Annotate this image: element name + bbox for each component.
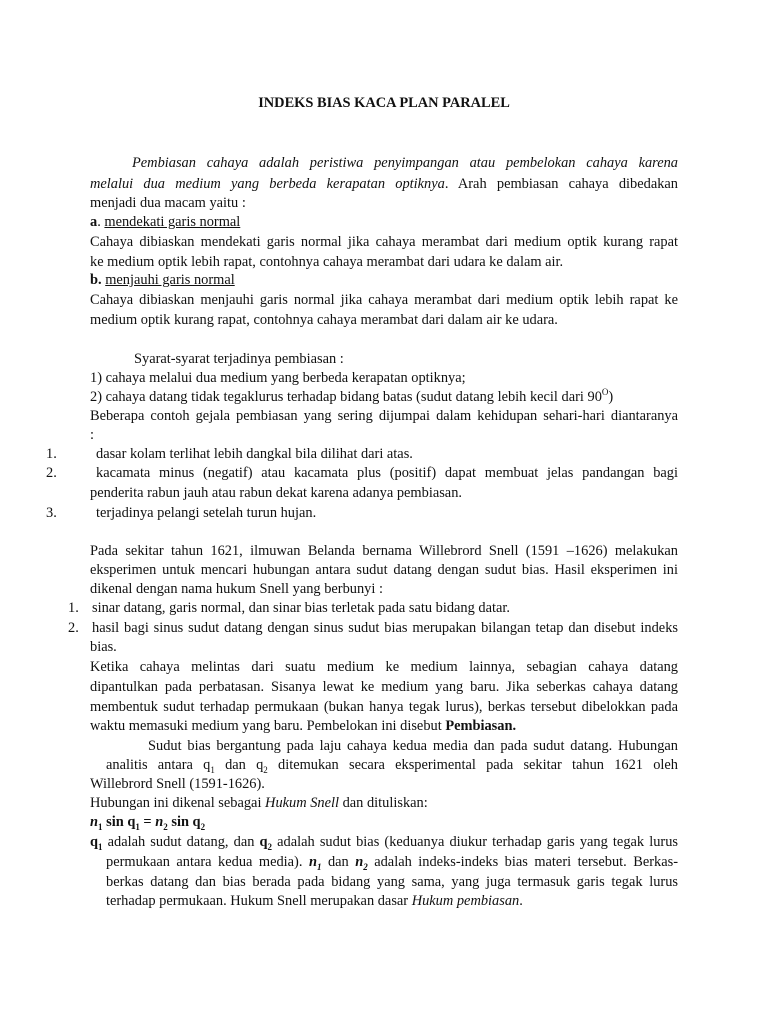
snell-item-2-line-1: hasil bagi sinus sudut datang dengan sinus sudut bias merupakan bilangan tetap dan disebut indeks	[92, 620, 678, 636]
snell-number-1: 1.	[68, 600, 79, 616]
snell-line-3: dikenal dengan nama hukum Snell yang berbunyi :	[90, 581, 383, 597]
intro-line-2	[90, 174, 678, 194]
explain-line-4	[106, 891, 694, 911]
gejala-item-3: terjadinya pelangi setelah turun hujan.	[96, 505, 317, 521]
contoh-colon: :	[90, 427, 94, 443]
formula-sin1: sin q	[102, 814, 136, 830]
explain-text-5: terhadap permukaan. Hukum Snell merupakan dasar	[106, 893, 412, 909]
sudut-sub-2: 2	[263, 764, 268, 775]
section-b-heading	[90, 270, 678, 290]
contoh-line: Beberapa contoh gejala pembiasan yang sering dijumpai dalam kehidupan sehari-hari diantaranya	[90, 408, 678, 424]
formula-n2-sub: 2	[163, 821, 168, 832]
gejala-item-1: dasar kolam terlihat lebih dangkal bila dilihat dari atas.	[96, 446, 413, 462]
sudut-line-4	[90, 793, 678, 813]
section-a-heading	[90, 212, 678, 232]
syarat-2-close: )	[608, 389, 614, 405]
syarat-heading: Syarat-syarat terjadinya pembiasan :	[134, 351, 344, 367]
formula-q1-sub: 1	[135, 821, 140, 832]
sudut-line-2	[106, 755, 678, 775]
explain-period: .	[519, 893, 523, 909]
gejala-number-2: 2.	[46, 465, 57, 481]
sudut-text-c: ditemukan secara eksperimental pada sekitar tahun 1621 oleh	[267, 757, 678, 773]
sudut-sub-1: 1	[210, 764, 215, 775]
explain-line-3: berkas datang dan bias berada pada bidang yang sama, yang juga termasuk garis tegak lurus	[106, 874, 678, 890]
snell-formula	[90, 812, 678, 832]
section-a-label: a	[90, 214, 98, 230]
explain-text-4: adalah indeks-indeks bias materi tersebut. Berkas-	[367, 854, 678, 870]
section-a-line-1: Cahaya dibiaskan mendekati garis normal jika cahaya merambat dari medium optik kurang rapat	[90, 234, 678, 250]
gejala-number-3: 3.	[46, 505, 57, 521]
pembiasan-term: Pembiasan.	[445, 718, 517, 734]
gejala-item-2-line-1: kacamata minus (negatif) atau kacamata plus (positif) dapat membuat jelas pandangan bagi	[96, 465, 678, 481]
ketika-line-4	[90, 716, 678, 736]
explain-text-2: adalah sudut bias (keduanya diukur terhadap garis yang tegak lurus	[272, 834, 678, 850]
gejala-number-1: 1.	[46, 446, 57, 462]
section-a-title: mendekati garis normal	[104, 214, 241, 230]
explain-text-1: adalah sudut datang, dan	[102, 834, 260, 850]
formula-n1-sub: 1	[98, 821, 103, 832]
snell-line-1: Pada sekitar tahun 1621, ilmuwan Belanda bernama Willebrord Snell (1591 –1626) melakukan	[90, 543, 678, 559]
sudut-text-b: dan q	[214, 757, 264, 773]
document-title: INDEKS BIAS KACA PLAN PARALEL	[258, 95, 510, 111]
intro-line-1: Pembiasan cahaya adalah peristiwa penyimpangan atau pembelokan cahaya karena	[132, 155, 678, 171]
syarat-1: 1) cahaya melalui dua medium yang berbeda kerapatan optiknya;	[90, 370, 466, 386]
formula-eq: =	[139, 814, 156, 830]
section-b-line-1: Cahaya dibiaskan menjauhi garis normal jika cahaya merambat dari medium optik lebih rapat ke	[90, 292, 678, 308]
ketika-text: waktu memasuki medium yang baru. Pembelokan ini disebut	[90, 718, 446, 734]
section-a-sep: .	[97, 214, 105, 230]
formula-q2-sub: 2	[200, 821, 206, 832]
sudut-text-a: analitis antara q	[106, 757, 211, 773]
section-b-title: menjauhi garis normal	[105, 272, 235, 288]
hukum-snell-term: Hukum Snell	[265, 795, 339, 811]
explain-n1: n	[308, 854, 317, 870]
section-b-line-2: medium optik kurang rapat, contohnya cahaya merambat dari dalam air ke udara.	[90, 312, 558, 328]
intro-italic: melalui dua medium yang berbeda kerapatan optiknya	[90, 176, 445, 192]
explain-text-3: permukaan antara kedua media).	[106, 854, 309, 870]
section-a-line-2: ke medium optik lebih rapat, contohnya cahaya merambat dari udara ke dalam air.	[90, 254, 564, 270]
snell-number-2: 2.	[68, 620, 79, 636]
sudut-line-3: Willebrord Snell (1591-1626).	[90, 776, 265, 792]
explain-dan: dan	[321, 854, 356, 870]
explain-n1-sub: 1	[316, 861, 322, 872]
sudut-line-1: Sudut bias bergantung pada laju cahaya kedua media dan pada sudut datang. Hubungan	[148, 738, 678, 754]
explain-line-1	[90, 832, 678, 852]
degree-sup: O	[601, 387, 609, 398]
snell-line-2: eksperimen untuk mencari hubungan antara sudut datang dengan sudut bias. Hasil eksperimen ini	[90, 562, 678, 578]
explain-n2-sub: 2	[363, 861, 368, 872]
syarat-2	[90, 387, 678, 407]
formula-sin2: sin q	[167, 814, 201, 830]
explain-q1-sub: 1	[98, 841, 103, 852]
explain-q2-sub: 2	[267, 841, 273, 852]
formula-n2: n	[155, 814, 164, 830]
ketika-line-3: membentuk sudut terhadap permukaan (bukan hanya tegak lurus), berkas tersebut dibelokkan pada	[90, 699, 678, 715]
sudut-text-e: dan dituliskan:	[338, 795, 428, 811]
syarat-2-text: 2) cahaya datang tidak tegaklurus terhadap bidang batas (sudut datang lebih kecil dari 90	[90, 389, 602, 405]
explain-line-2	[106, 852, 678, 872]
intro-line-3: menjadi dua macam yaitu :	[90, 195, 246, 211]
gejala-item-2-line-2: penderita rabun jauh atau rabun dekat karena adanya pembiasan.	[90, 485, 462, 501]
sudut-text-d: Hubungan ini dikenal sebagai	[90, 795, 266, 811]
ketika-line-1: Ketika cahaya melintas dari suatu medium ke medium lainnya, sebagian cahaya datang	[90, 659, 678, 675]
explain-n2: n	[355, 854, 364, 870]
section-b-label: b.	[90, 272, 102, 288]
ketika-line-2: dipantulkan pada perbatasan. Sisanya lewat ke medium yang baru. Jika seberkas cahaya datang	[90, 679, 678, 695]
snell-item-2-line-2: bias.	[90, 639, 117, 655]
explain-q2: q	[259, 834, 268, 850]
explain-q1: q	[90, 834, 99, 850]
hukum-pembiasan-term: Hukum pembiasan	[411, 893, 520, 909]
formula-n1: n	[90, 814, 99, 830]
intro-rest: . Arah pembiasan cahaya dibedakan	[444, 176, 678, 192]
snell-item-1: sinar datang, garis normal, dan sinar bias terletak pada satu bidang datar.	[92, 600, 510, 616]
